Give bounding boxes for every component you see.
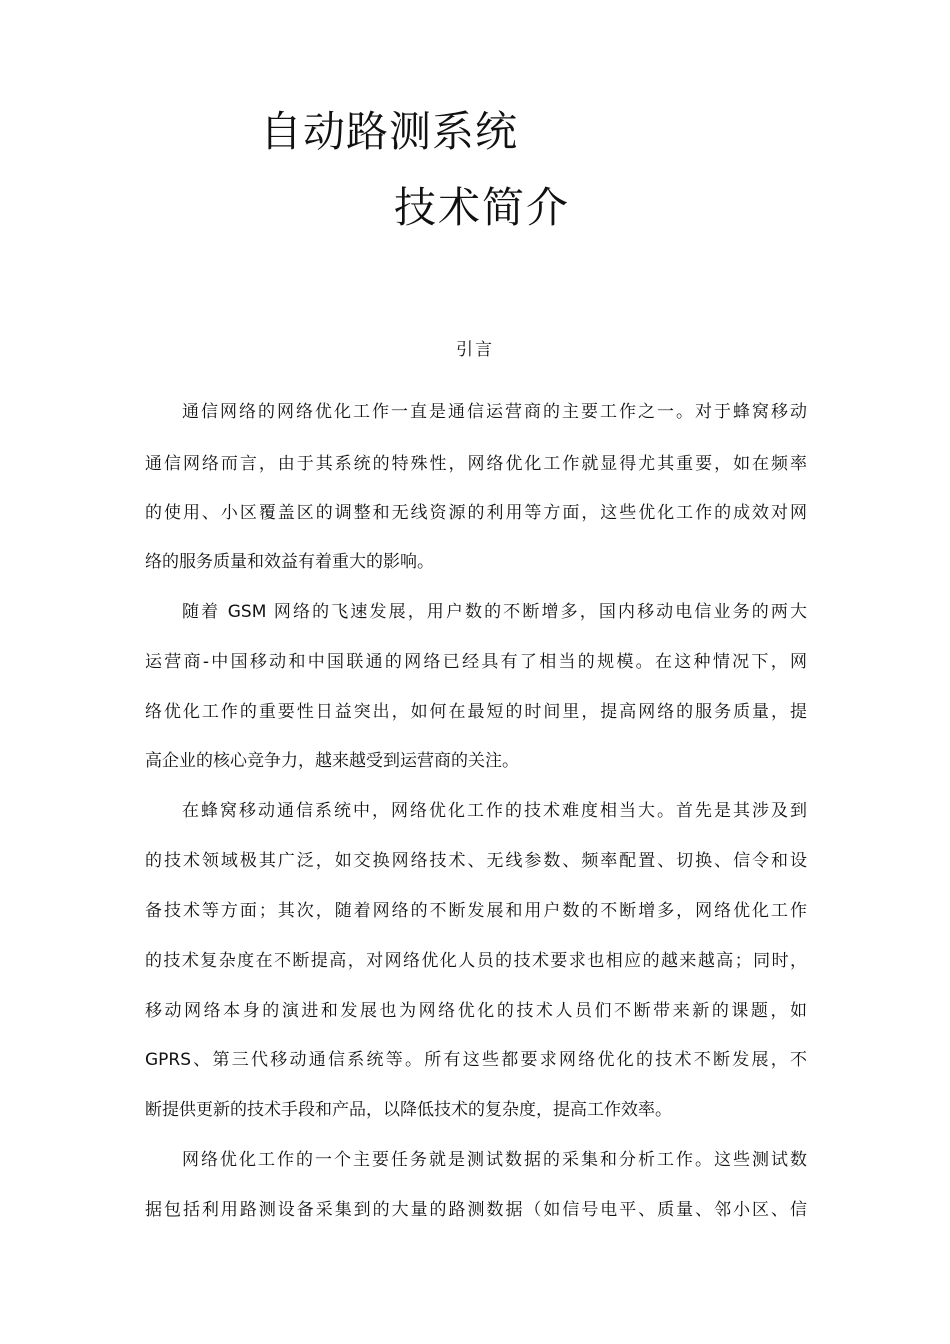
title-line-2: 技术简介 xyxy=(394,183,571,232)
paragraph-3-line-1: 在蜂窝移动通信系统中，网络优化工作的技术难度相当大。首先是其涉及到 xyxy=(182,801,807,821)
section-heading: 引言 xyxy=(456,340,494,360)
paragraph-2-line-3: 络优化工作的重要性日益突出，如何在最短的时间里，提高网络的服务质量，提 xyxy=(145,702,807,722)
paragraph-3-line-4: 的技术复杂度在不断提高，对网络优化人员的技术要求也相应的越来越高；同时， xyxy=(145,951,807,971)
paragraph-3-line-5: 移动网络本身的演进和发展也为网络优化的技术人员们不断带来新的课题，如 xyxy=(145,1001,807,1021)
paragraph-4-line-2: 据包括利用路测设备采集到的大量的路测数据（如信号电平、质量、邻小区、信 xyxy=(145,1200,807,1220)
paragraph-2-line-1: 随着 GSM 网络的飞速发展，用户数的不断增多，国内移动电信业务的两大 xyxy=(182,602,807,622)
paragraph-4-line-1: 网络优化工作的一个主要任务就是测试数据的采集和分析工作。这些测试数 xyxy=(182,1150,807,1170)
paragraph-1-line-3: 的使用、小区覆盖区的调整和无线资源的利用等方面，这些优化工作的成效对网 xyxy=(145,503,807,523)
title-line-1: 自动路测系统 xyxy=(260,107,519,156)
paragraph-2-line-2: 运营商-中国移动和中国联通的网络已经具有了相当的规模。在这种情况下，网 xyxy=(145,652,807,672)
paragraph-2-line-4: 高企业的核心竞争力，越来越受到运营商的关注。 xyxy=(145,751,519,771)
paragraph-1-line-1: 通信网络的网络优化工作一直是通信运营商的主要工作之一。对于蜂窝移动 xyxy=(182,402,807,422)
paragraph-3-line-7: 断提供更新的技术手段和产品，以降低技术的复杂度，提高工作效率。 xyxy=(145,1100,672,1120)
paragraph-1-line-2: 通信网络而言，由于其系统的特殊性，网络优化工作就显得尤其重要，如在频率 xyxy=(145,454,807,474)
paragraph-1-line-4: 络的服务质量和效益有着重大的影响。 xyxy=(145,552,434,572)
paragraph-3-line-2: 的技术领域极其广泛，如交换网络技术、无线参数、频率配置、切换、信令和设 xyxy=(145,851,807,871)
paragraph-3-line-6: GPRS、第三代移动通信系统等。所有这些都要求网络优化的技术不断发展，不 xyxy=(145,1050,807,1070)
paragraph-3-line-3: 备技术等方面；其次，随着网络的不断发展和用户数的不断增多，网络优化工作 xyxy=(145,901,807,921)
